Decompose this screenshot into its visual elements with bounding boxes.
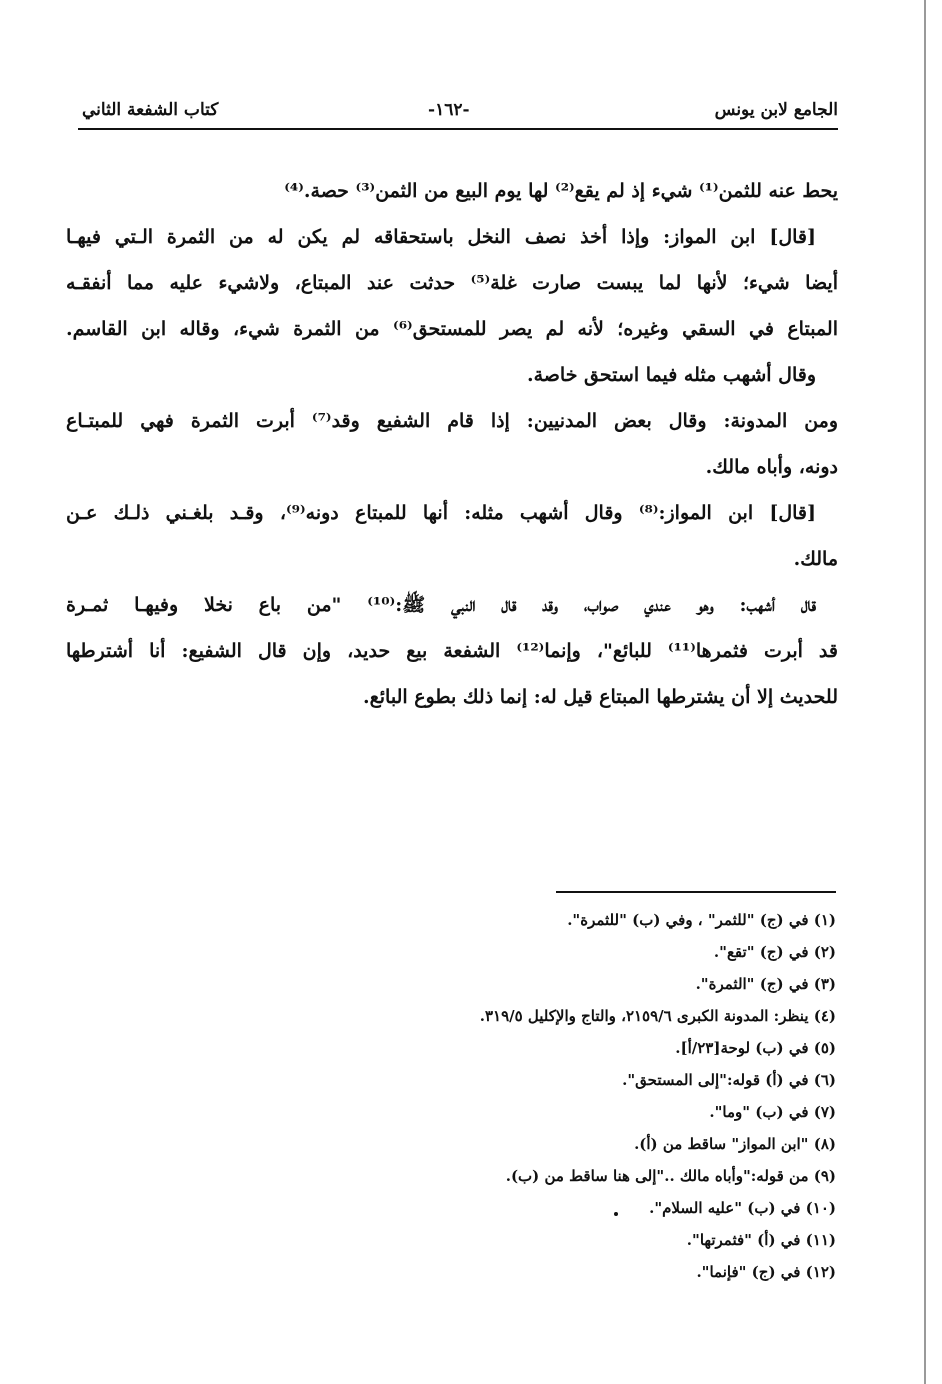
footnote: (٨) "ابن المواز" ساقط من (أ). (634, 1135, 836, 1153)
footnote: (٥) في (ب) لوحة[٢٣/أ]. (675, 1039, 836, 1057)
text-line: قد أبرت فثمرها⁽¹¹⁾ للبائع"، وإنما⁽¹²⁾ الشفعة بيع حديد، وإن قال الشفيع: أنا أشترطها (66, 640, 838, 662)
text-line: [قال] ابن المواز: وإذا أخذ نصف النخل باستحقاقه لم يكن له من الثمرة الـتي فيهـا (66, 226, 816, 248)
footnote: (١٠) في (ب) "عليه السلام". (649, 1199, 836, 1217)
text-line: يحط عنه للثمن⁽¹⁾ شيء إذ لم يقع⁽²⁾ لها يوم البيع من الثمن⁽³⁾ حصة.⁽⁴⁾ (284, 180, 838, 202)
page-number: -١٦٢- (428, 100, 470, 120)
main-text (66, 168, 838, 720)
header-rule (78, 128, 838, 130)
text-line: للحديث إلا أن يشترطها المبتاع قيل له: إنما ذلك بطوع البائع. (363, 686, 838, 708)
footnote: (١٢) في (ج) "فإنما". (696, 1263, 836, 1281)
footnote: (٧) في (ب) "وما". (709, 1103, 836, 1121)
footnote: (٩) من قوله:"وأباه مالك .."إلى هنا ساقط من (ب). (505, 1167, 836, 1185)
stray-dot (614, 1212, 618, 1216)
footnote-separator (556, 891, 836, 893)
footnote: (١) في (ج) "للثمر" ، وفي (ب) "للثمرة". (567, 911, 836, 929)
text-line: ومن المدونة: وقال بعض المدنيين: إذا قام الشفيع وقد⁽⁷⁾ أبرت الثمرة فهي للمبتـاع (66, 410, 838, 432)
book-title: الجامع لابن يونس (714, 100, 838, 120)
footnote: (٣) في (ج) "الثمرة". (695, 975, 836, 993)
text-line: أيضا شيء؛ لأنها لما يبست صارت غلة⁽⁵⁾ حدثت عند المبتاع، ولاشيء عليه مما أنفقـه (66, 272, 838, 294)
footnotes (300, 904, 836, 1288)
footnote: (٢) في (ج) "تقع". (713, 943, 836, 961)
text-line: قال أشهب: وهو عندي صواب، وقد قال النبي ﷺ:⁽¹⁰⁾ "من باع نخلا وفيهـا ثمـرة (66, 594, 816, 616)
footnote: (٦) في (أ) قوله:"إلى المستحق". (622, 1071, 836, 1089)
text-line: المبتاع في السقي وغيره؛ لأنه لم يصر للمستحق⁽⁶⁾ من الثمرة شيء، وقاله ابن القاسم. (66, 318, 838, 340)
page-edge-line (924, 0, 926, 1384)
footnote: (١١) في (أ) "فثمرتها". (686, 1231, 836, 1249)
text-line: مالك. (793, 548, 838, 570)
footnote: (٤) ينظر: المدونة الكبرى ٢١٥٩/٦، والتاج والإكليل ٣١٩/٥. (479, 1007, 836, 1025)
chapter-title: كتاب الشفعة الثاني (82, 100, 219, 120)
text-line: [قال] ابن المواز:⁽⁸⁾ وقال أشهب مثله: أنها للمبتاع دونه⁽⁹⁾، وقـد بلغـني ذلـك عـن (66, 502, 816, 524)
page-header (78, 92, 838, 132)
text-line: دونه، وأباه مالك. (705, 456, 838, 478)
text-line: وقال أشهب مثله فيما استحق خاصة. (526, 364, 816, 386)
